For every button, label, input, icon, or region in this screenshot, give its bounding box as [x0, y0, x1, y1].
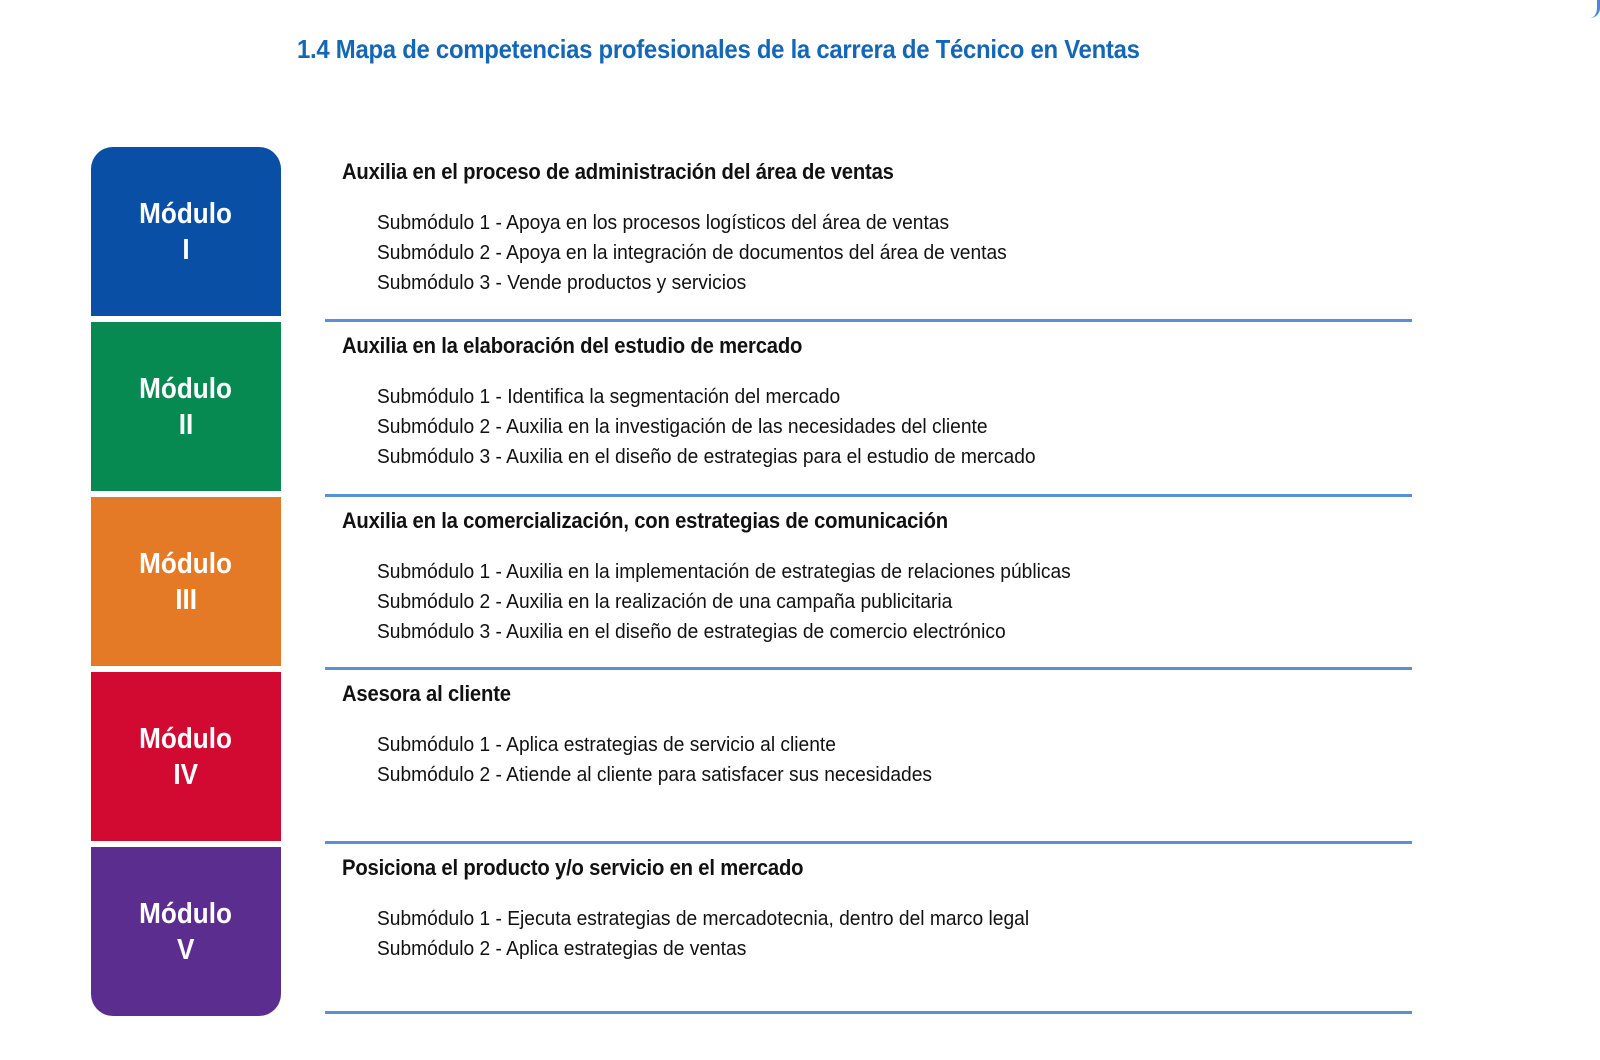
submodule-item: Submódulo 1 - Aplica estrategias de servicio al cliente [377, 734, 836, 756]
submodule-list [377, 730, 955, 790]
submodule-item: Submódulo 2 - Auxilia en la investigación de las necesidades del cliente [377, 416, 988, 438]
submodule-list [377, 557, 1100, 647]
submodule-item: Submódulo 1 - Ejecuta estrategias de mercadotecnia, dentro del marco legal [377, 908, 1030, 930]
section-divider [325, 841, 1412, 844]
submodule-item: Submódulo 3 - Vende productos y servicios [377, 272, 747, 294]
submodule-item: Submódulo 1 - Identifica la segmentación del mercado [377, 386, 841, 408]
module-heading: Auxilia en la comercialización, con estrategias de comunicación [342, 508, 948, 533]
module-heading: Asesora al cliente [342, 681, 511, 706]
submodule-item: Submódulo 2 - Aplica estrategias de ventas [377, 938, 747, 960]
submodule-item: Submódulo 3 - Auxilia en el diseño de estrategias de comercio electrónico [377, 621, 1006, 643]
page-title: 1.4 Mapa de competencias profesionales de la carrera de Técnico en Ventas [297, 34, 1140, 64]
submodule-item: Submódulo 1 - Auxilia en la implementación de estrategias de relaciones públicas [377, 561, 1071, 583]
module-badge-2 [91, 322, 281, 491]
module-heading: Auxilia en el proceso de administración del área de ventas [342, 159, 894, 184]
submodule-item: Submódulo 2 - Auxilia en la realización de una campaña publicitaria [377, 591, 953, 613]
module-badge-word: Módulo [139, 372, 233, 405]
module-badge-word: Módulo [139, 197, 233, 230]
submodule-item: Submódulo 2 - Apoya en la integración de documentos del área de ventas [377, 242, 1007, 264]
module-badge-numeral: V [177, 933, 195, 966]
module-badge-3 [91, 497, 281, 666]
section-divider [325, 319, 1412, 322]
module-badge-numeral: II [178, 408, 194, 441]
section-divider [325, 667, 1412, 670]
module-badge-4 [91, 672, 281, 841]
corner-decoration [1589, 0, 1600, 18]
module-badge-numeral: I [182, 233, 190, 266]
section-divider [325, 1011, 1412, 1014]
submodule-list [377, 904, 1056, 964]
module-badge-5 [91, 847, 281, 1016]
module-badge-word: Módulo [139, 722, 233, 755]
module-heading: Auxilia en la elaboración del estudio de mercado [342, 333, 803, 358]
submodule-item: Submódulo 2 - Atiende al cliente para satisfacer sus necesidades [377, 764, 932, 786]
module-badge-word: Módulo [139, 547, 233, 580]
module-badge-numeral: IV [173, 758, 199, 791]
section-divider [325, 494, 1412, 497]
submodule-item: Submódulo 3 - Auxilia en el diseño de estrategias para el estudio de mercado [377, 446, 1036, 468]
module-heading: Posiciona el producto y/o servicio en el mercado [342, 855, 804, 880]
submodule-list [377, 208, 1033, 298]
module-badge-word: Módulo [139, 897, 233, 930]
submodule-item: Submódulo 1 - Apoya en los procesos logísticos del área de ventas [377, 212, 950, 234]
module-badge-numeral: III [175, 583, 197, 616]
module-badge-1 [91, 147, 281, 316]
submodule-list [377, 382, 1063, 472]
